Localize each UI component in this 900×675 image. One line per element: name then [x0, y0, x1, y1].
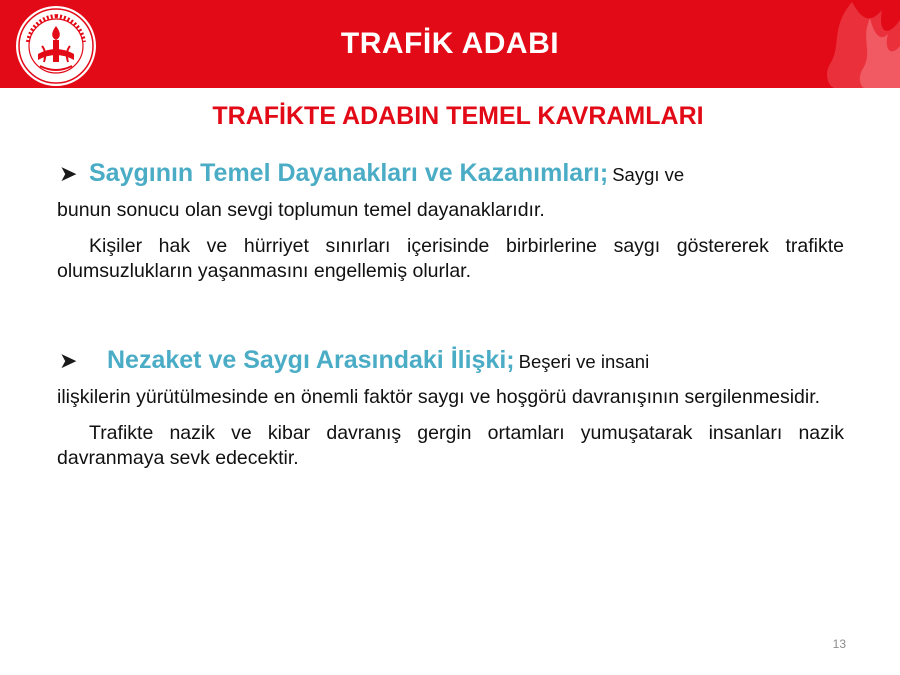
flame-decoration-icon [790, 0, 900, 88]
section-1-continuation: bunun sonucu olan sevgi toplumun temel dayanaklarıdır. [57, 198, 545, 221]
arrow-bullet-icon: ➤ [59, 348, 78, 374]
header-bar [0, 0, 900, 88]
section-2-paragraph: Trafikte nazik ve kibar davranış gergin ortamları yumuşatarak insanları nazik davranmaya sevk edecektir. [57, 422, 844, 469]
slide-subtitle: TRAFİKTE ADABIN TEMEL KAVRAMLARI [212, 102, 704, 130]
section-2-inline-text: Beşeri ve insani [518, 351, 650, 373]
header-title: TRAFİK ADABI [340, 27, 560, 60]
section-1-heading: Saygının Temel Dayanakları ve Kazanımları; [89, 159, 609, 187]
section-1-bullet [57, 158, 844, 190]
arrow-bullet-icon: ➤ [59, 161, 78, 186]
section-1-paragraph: Kişiler hak ve hürriyet sınırları içerisinde birbirlerine saygı göstererek trafikte olumsuzlukların yaşanmasını engellemiş olurlar. [57, 235, 844, 282]
section-1-inline-text: Saygı ve [612, 164, 685, 185]
section-2-heading: Nezaket ve Saygı Arasındaki İlişki; [107, 346, 515, 375]
section-2-continuation: ilişkilerin yürütülmesinde en önemli faktör saygı ve hoşgörü davranışının sergilenmesidir. [57, 385, 821, 408]
slide-content [57, 158, 844, 470]
page-number: 13 [832, 637, 846, 651]
section-2-bullet [57, 345, 844, 377]
